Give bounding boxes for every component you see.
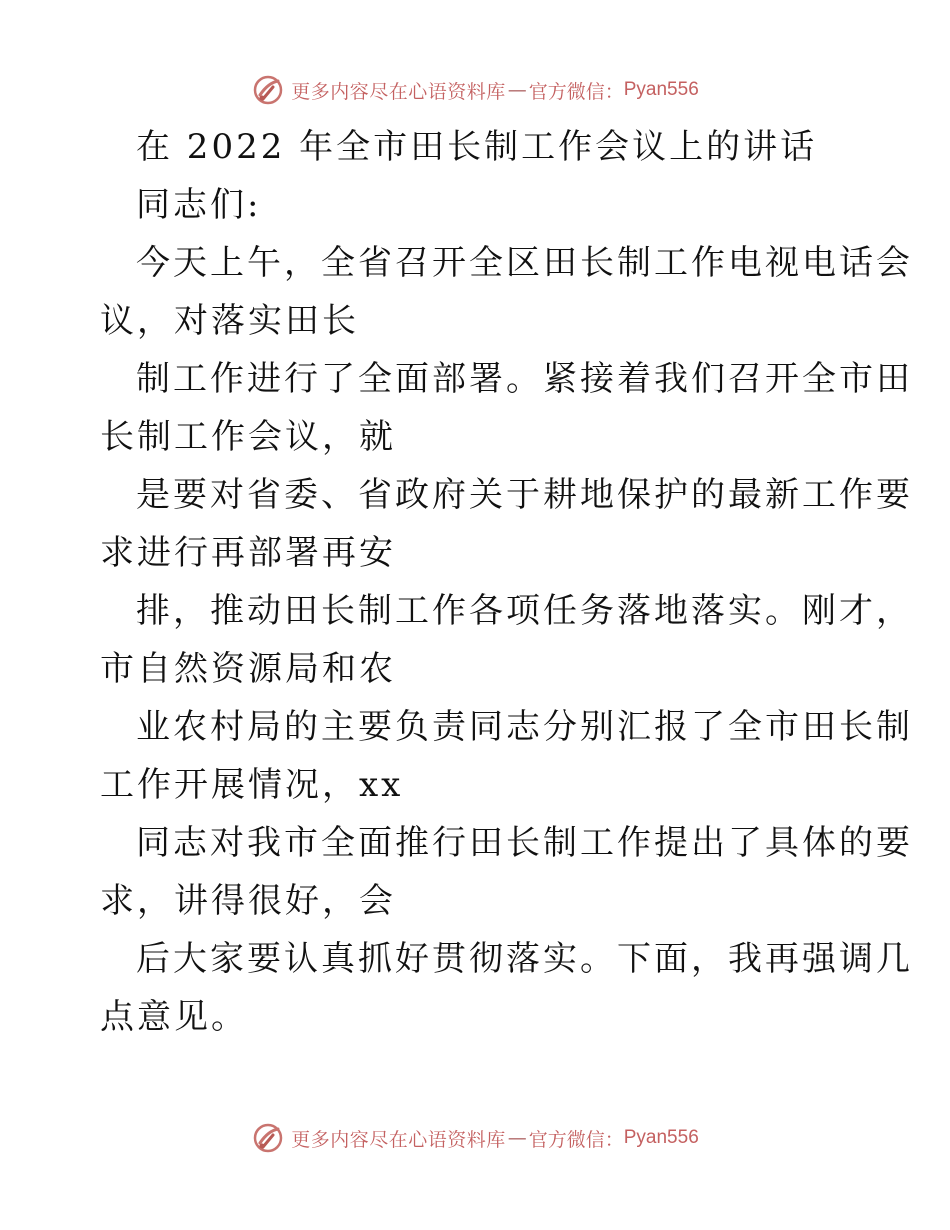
paragraph-line: 长制工作会议，就 xyxy=(100,417,396,457)
paragraph-line: 排，推动田长制工作各项任务落地落实。刚才， xyxy=(136,591,913,631)
paragraph-line: 后大家要认真抓好贯彻落实。下面，我再强调几 xyxy=(136,939,913,979)
banner-text: 更多内容尽在心语资料库 xyxy=(291,80,506,103)
paragraph-line: 业农村局的主要负责同志分别汇报了全市田长制 xyxy=(136,707,913,747)
paragraph-line: 求进行再部署再安 xyxy=(100,533,396,573)
banner-separator: — xyxy=(507,79,527,101)
paragraph-line: 今天上午，全省召开全区田长制工作电视电话会 xyxy=(136,243,913,283)
paragraph-line: 点意见。 xyxy=(100,997,248,1037)
wechat-label: 官方微信： xyxy=(528,80,624,103)
paragraph-line: 制工作进行了全面部署。紧接着我们召开全市田 xyxy=(136,359,913,399)
paragraph-line: 求，讲得很好，会 xyxy=(100,881,396,921)
paragraph-line: 市自然资源局和农 xyxy=(100,649,396,689)
pen-logo-icon xyxy=(251,1121,285,1155)
salutation: 同志们: xyxy=(136,185,262,225)
paragraph-line: 是要对省委、省政府关于耕地保护的最新工作要 xyxy=(136,475,913,515)
pen-logo-icon xyxy=(251,73,285,107)
wechat-id: Pyan556 xyxy=(623,1127,699,1148)
paragraph-line: 工作开展情况，xx xyxy=(100,765,404,805)
document-body xyxy=(100,118,913,1046)
wechat-id: Pyan556 xyxy=(623,79,699,100)
wechat-label: 官方微信： xyxy=(528,1128,624,1151)
document-title: 在 2022 年全市田长制工作会议上的讲话 xyxy=(136,127,818,167)
paragraph-line: 议，对落实田长 xyxy=(100,301,359,341)
header-banner xyxy=(0,70,950,110)
footer-banner xyxy=(0,1118,950,1158)
paragraph-line: 同志对我市全面推行田长制工作提出了具体的要 xyxy=(136,823,913,863)
banner-separator: — xyxy=(507,1127,527,1149)
banner-text: 更多内容尽在心语资料库 xyxy=(291,1128,506,1151)
